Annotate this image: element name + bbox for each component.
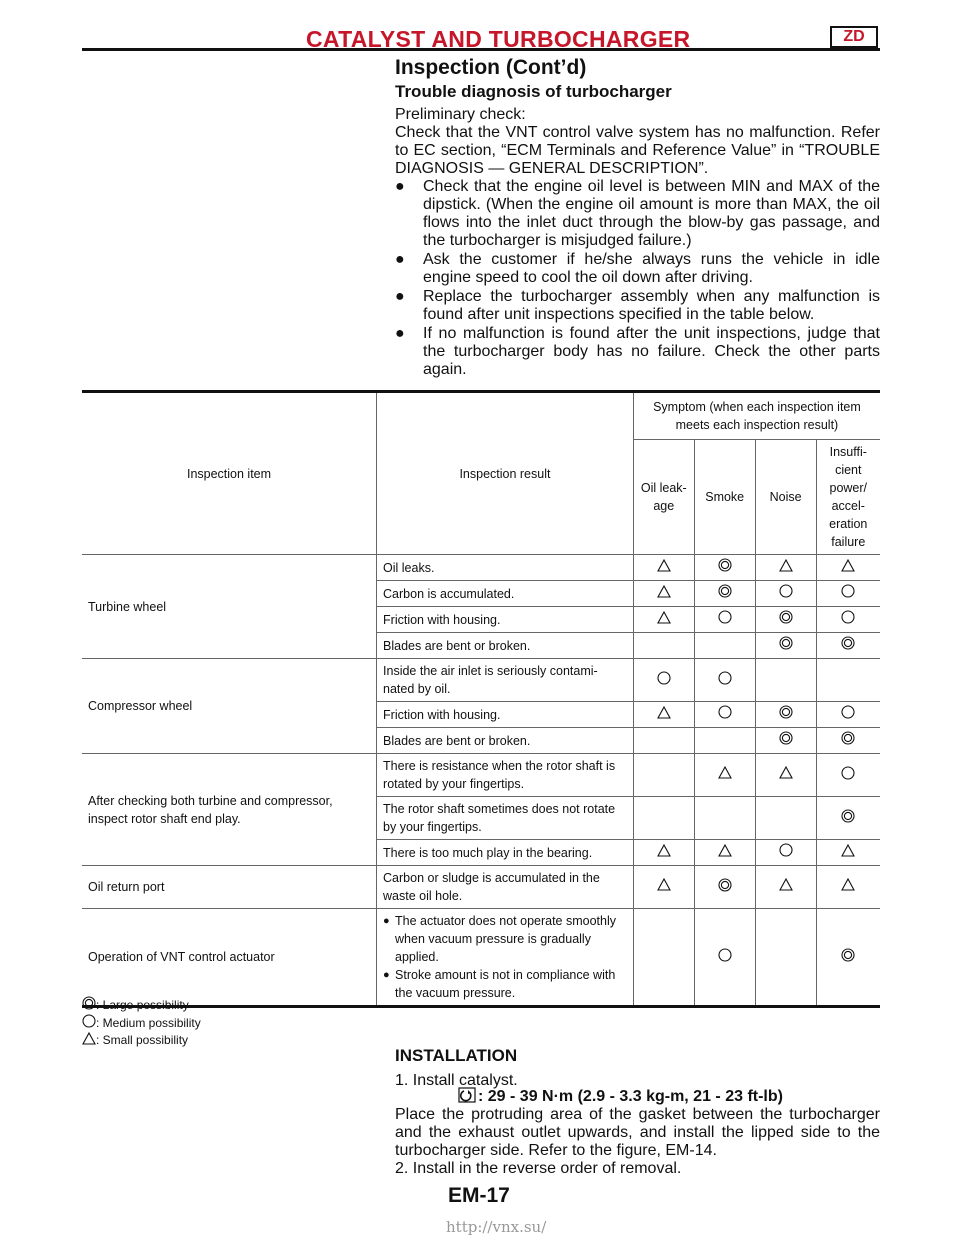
inspection-item-cell: Compressor wheel	[82, 659, 377, 754]
symptom-cell	[694, 909, 755, 1007]
symptom-cell	[694, 728, 755, 754]
table-body	[82, 555, 880, 1007]
diagnosis-table	[82, 390, 880, 1008]
check-list	[395, 178, 880, 380]
symptom-cell	[633, 555, 694, 581]
symptom-cell	[755, 754, 816, 797]
symptom-cell	[755, 659, 816, 702]
installation-title: INSTALLATION	[395, 1046, 518, 1065]
symptom-cell	[816, 840, 880, 866]
symptom-cell	[633, 702, 694, 728]
table-row	[82, 909, 880, 1007]
legend-small: : Small possibility	[82, 1032, 201, 1049]
large-possibility-icon	[718, 878, 732, 897]
small-possibility-icon	[657, 585, 671, 603]
section-title: Inspection (Cont’d)	[395, 56, 587, 79]
table-row	[82, 754, 880, 797]
small-possibility-icon	[779, 766, 793, 784]
header-symptom: Symptom (when each inspection item meets each inspection result)	[633, 392, 880, 440]
symptom-cell	[633, 581, 694, 607]
symptom-cell	[816, 702, 880, 728]
medium-possibility-icon	[718, 671, 732, 690]
large-possibility-icon	[779, 610, 793, 629]
symptom-cell	[755, 581, 816, 607]
check-item: ● Ask the customer if he/she always runs the vehicle in idle engine speed to cool the oil down after driving.	[395, 251, 880, 286]
symptom-cell	[694, 797, 755, 840]
symptom-cell	[755, 866, 816, 909]
small-possibility-icon	[657, 611, 671, 629]
medium-possibility-icon	[718, 610, 732, 629]
symptom-cell	[694, 607, 755, 633]
medium-possibility-icon	[718, 705, 732, 724]
symptom-cell	[633, 607, 694, 633]
inspection-item-cell: Turbine wheel	[82, 555, 377, 659]
inspection-result-cell: Inside the air inlet is seriously contami-nated by oil.	[377, 659, 634, 702]
inspection-result-cell: Oil leaks.	[377, 555, 634, 581]
intro-paragraph: Check that the VNT control valve system has no malfunction. Refer to EC section, “ECM Terminals and Reference Value” in “TROUBLE DIAGNOSIS — GENERAL DESCRIPTION”.	[395, 124, 880, 177]
symptom-cell	[755, 840, 816, 866]
symptom-cell	[816, 633, 880, 659]
medium-possibility-icon	[657, 671, 671, 690]
medium-possibility-icon	[841, 705, 855, 724]
symptom-cell	[633, 633, 694, 659]
small-possibility-icon	[82, 1032, 96, 1049]
small-possibility-icon	[657, 878, 671, 896]
large-possibility-icon	[779, 731, 793, 750]
medium-possibility-icon	[718, 948, 732, 967]
bullet-icon: ●	[395, 325, 405, 342]
inspection-result-cell: ● The actuator does not operate smoothly when vacuum pressure is gradually applied. ● Stroke amount is not in compliance with the vacuum pressure.	[377, 909, 634, 1007]
large-possibility-icon	[841, 636, 855, 655]
check-item: ● If no malfunction is found after the unit inspections, judge that the turbocharger body has no failure. Check the other parts again.	[395, 325, 880, 378]
inspection-result-cell: Carbon or sludge is accumulated in the waste oil hole.	[377, 866, 634, 909]
medium-possibility-icon	[779, 843, 793, 862]
symptom-cell	[694, 633, 755, 659]
inspection-result-cell: Friction with housing.	[377, 607, 634, 633]
symptom-cell	[694, 581, 755, 607]
symptom-cell	[633, 728, 694, 754]
symptom-cell	[755, 797, 816, 840]
large-possibility-icon	[82, 996, 96, 1014]
small-possibility-icon	[657, 844, 671, 862]
large-possibility-icon	[841, 731, 855, 750]
large-possibility-icon	[779, 705, 793, 724]
medium-possibility-icon	[779, 584, 793, 603]
medium-possibility-icon	[841, 766, 855, 785]
symptom-cell	[694, 754, 755, 797]
symptom-cell	[633, 840, 694, 866]
header-oil-leakage: Oil leak-age	[633, 440, 694, 555]
inspection-result-cell: Friction with housing.	[377, 702, 634, 728]
header-noise: Noise	[755, 440, 816, 555]
inspection-result-cell: There is resistance when the rotor shaft is rotated by your fingertips.	[377, 754, 634, 797]
large-possibility-icon	[718, 558, 732, 577]
symptom-cell	[694, 702, 755, 728]
header-insufficient-power: Insuffi-cient power/ accel-eration failure	[816, 440, 880, 555]
symptom-cell	[816, 555, 880, 581]
inspection-result-cell: Blades are bent or broken.	[377, 633, 634, 659]
small-possibility-icon	[779, 559, 793, 577]
page-number: EM-17	[448, 1184, 510, 1207]
check-item: ● Check that the engine oil level is between MIN and MAX of the dipstick. (When the engine oil amount is more than MAX, the oil flows into the inlet duct through the blow-by gas passage, and the turbocharger is misjudged failure.)	[395, 178, 880, 249]
symptom-cell	[816, 797, 880, 840]
large-possibility-icon	[779, 636, 793, 655]
table-row	[82, 555, 880, 581]
torque-wrench-icon	[458, 1087, 476, 1103]
small-possibility-icon	[841, 559, 855, 577]
small-possibility-icon	[718, 766, 732, 784]
inspection-result-cell: Blades are bent or broken.	[377, 728, 634, 754]
symptom-cell	[694, 840, 755, 866]
bullet-icon: ●	[395, 288, 405, 305]
inspection-result-cell: Carbon is accumulated.	[377, 581, 634, 607]
large-possibility-icon	[841, 809, 855, 828]
page-header-title: CATALYST AND TURBOCHARGER	[306, 26, 691, 52]
symptom-cell	[816, 728, 880, 754]
symptom-cell	[816, 607, 880, 633]
installation-step2: 2. Install in the reverse order of removal.	[395, 1160, 682, 1177]
symptom-cell	[694, 555, 755, 581]
large-possibility-icon	[718, 584, 732, 603]
installation-paragraph: Place the protruding area of the gasket between the turbocharger and the exhaust outlet upwards, and install the lipped side to the turbocharger side. Refer to the figure, EM-14.	[395, 1106, 880, 1159]
installation-step1: 1. Install catalyst.	[395, 1072, 518, 1089]
large-possibility-icon	[841, 948, 855, 967]
symptom-cell	[816, 659, 880, 702]
engine-badge: ZD	[830, 26, 878, 48]
bullet-icon: ●	[395, 178, 405, 195]
bullet-icon: ●	[395, 251, 405, 268]
intro-line1: Preliminary check:	[395, 106, 526, 123]
bullet-icon: ●	[383, 969, 390, 981]
header-inspection-item: Inspection item	[82, 392, 377, 555]
small-possibility-icon	[718, 844, 732, 862]
inspection-result-cell: There is too much play in the bearing.	[377, 840, 634, 866]
small-possibility-icon	[657, 706, 671, 724]
symptom-cell	[694, 866, 755, 909]
torque-spec: : 29 - 39 N·m (2.9 - 3.3 kg-m, 21 - 23 ft-lb)	[458, 1087, 783, 1106]
symptom-cell	[816, 866, 880, 909]
symptom-cell	[755, 607, 816, 633]
small-possibility-icon	[841, 844, 855, 862]
legend-large: : Large possibility	[82, 996, 201, 1014]
medium-possibility-icon	[82, 1014, 96, 1032]
medium-possibility-icon	[841, 610, 855, 629]
symptom-cell	[816, 754, 880, 797]
symptom-cell	[755, 728, 816, 754]
header-inspection-result: Inspection result	[377, 392, 634, 555]
small-possibility-icon	[841, 878, 855, 896]
inspection-item-cell: After checking both turbine and compressor, inspect rotor shaft end play.	[82, 754, 377, 866]
check-item: ● Replace the turbocharger assembly when any malfunction is found after unit inspections specified in the table below.	[395, 288, 880, 323]
small-possibility-icon	[779, 878, 793, 896]
footer-link[interactable]: http://vnx.su/	[446, 1218, 547, 1236]
symptom-cell	[755, 909, 816, 1007]
header-smoke: Smoke	[694, 440, 755, 555]
inspection-result-cell: The rotor shaft sometimes does not rotate by your fingertips.	[377, 797, 634, 840]
symptom-cell	[633, 797, 694, 840]
symptom-cell	[633, 909, 694, 1007]
small-possibility-icon	[657, 559, 671, 577]
table-row	[82, 659, 880, 702]
symptom-cell	[633, 754, 694, 797]
symptom-cell	[755, 633, 816, 659]
inspection-item-cell: Oil return port	[82, 866, 377, 909]
symptom-cell	[694, 659, 755, 702]
symptom-cell	[816, 581, 880, 607]
legend	[82, 996, 201, 1049]
sub-title: Trouble diagnosis of turbocharger	[395, 82, 672, 101]
inspection-item-cell: Operation of VNT control actuator	[82, 909, 377, 1007]
symptom-cell	[755, 702, 816, 728]
legend-medium: : Medium possibility	[82, 1014, 201, 1032]
table-row	[82, 866, 880, 909]
symptom-cell	[633, 866, 694, 909]
symptom-cell	[755, 555, 816, 581]
symptom-cell	[633, 659, 694, 702]
medium-possibility-icon	[841, 584, 855, 603]
symptom-cell	[816, 909, 880, 1007]
bullet-icon: ●	[383, 915, 390, 927]
